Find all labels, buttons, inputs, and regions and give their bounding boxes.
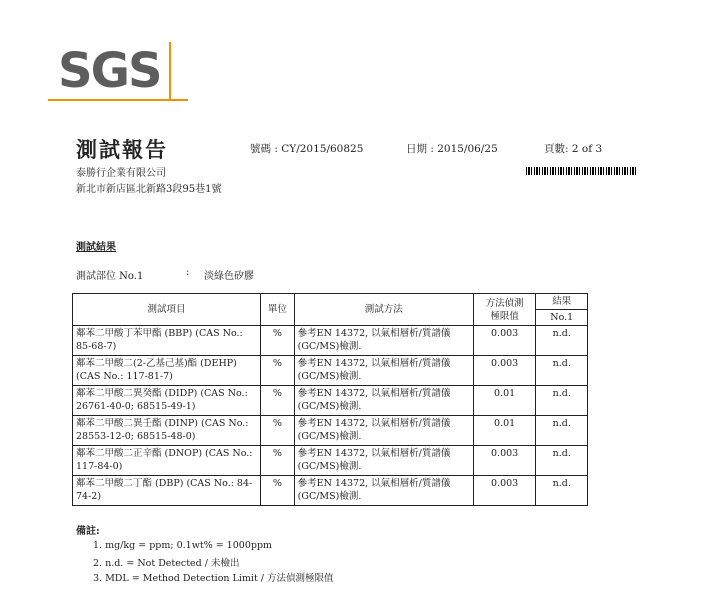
table-row [73,386,588,416]
table-row [73,356,588,386]
notes-title: 備註: [76,526,100,537]
test-part-colon: : [186,267,190,278]
row-mdl: 0.01 [473,386,536,416]
logo-accent-divider [169,42,171,100]
logo-text: SGS [58,43,161,99]
header-mdl [473,294,536,326]
row-result: n.d. [536,476,588,506]
table-row [73,446,588,476]
report-date-label: 日期 : [406,143,434,155]
row-unit: % [261,416,295,446]
row-result: n.d. [536,416,588,446]
page-title: 測試報告 [76,137,168,162]
header-test-item: 測試項目 [73,294,261,326]
row-mdl: 0.01 [473,416,536,446]
row-item: 鄰苯二甲酸二丁酯 (DBP) (CAS No.: 84-74-2) [73,476,261,506]
company-address: 新北市新店區北新路3段95巷1號 [76,184,222,195]
page-count-label: 頁數: [544,143,569,155]
header-result-sample: No.1 [536,310,588,326]
page-count-value: 2 of 3 [571,143,603,155]
row-unit: % [261,476,295,506]
report-number-value: CY/2015/60825 [281,143,364,155]
company-name: 泰勝行企業有限公司 [76,168,166,179]
row-mdl: 0.003 [473,476,536,506]
row-item: 鄰苯二甲酸二(2-乙基己基)酯 (DEHP) (CAS No.: 117-81-7) [73,356,261,386]
row-method: 參考EN 14372, 以氣相層析/質譜儀(GC/MS)檢測. [294,416,473,446]
row-unit: % [261,356,295,386]
row-method: 參考EN 14372, 以氣相層析/質譜儀(GC/MS)檢測. [294,386,473,416]
row-mdl: 0.003 [473,446,536,476]
row-unit: % [261,386,295,416]
row-result: n.d. [536,326,588,356]
row-result: n.d. [536,386,588,416]
report-number [250,141,363,156]
row-mdl: 0.003 [473,326,536,356]
row-result: n.d. [536,356,588,386]
row-method: 參考EN 14372, 以氣相層析/質譜儀(GC/MS)檢測. [294,476,473,506]
row-item: 鄰苯二甲酸二正辛酯 (DNOP) (CAS No.: 117-84-0) [73,446,261,476]
row-item: 鄰苯二甲酸二異壬酯 (DINP) (CAS No.: 28553-12-0; 68515-48-0) [73,416,261,446]
report-date [406,141,498,156]
row-method: 參考EN 14372, 以氣相層析/質譜儀(GC/MS)檢測. [294,446,473,476]
table-row [73,476,588,506]
header-mdl-line1: 方法偵測 [485,297,524,309]
page-count [544,141,602,156]
table-header-row [73,294,588,310]
report-date-value: 2015/06/25 [437,143,498,155]
results-table [72,293,588,506]
row-item: 鄰苯二甲酸丁苯甲酯 (BBP) (CAS No.: 85-68-7) [73,326,261,356]
row-result: n.d. [536,446,588,476]
table-row [73,326,588,356]
test-part-value: 淡綠色矽膠 [204,271,254,282]
barcode [526,167,636,175]
report-number-label: 號碼 : [250,143,278,155]
note-item: 3. MDL = Method Detection Limit / 方法偵測極限值 [93,573,334,584]
note-item: 1. mg/kg = ppm; 0.1wt% = 1000ppm [93,540,273,551]
section-title: 測試結果 [76,242,116,253]
row-method: 參考EN 14372, 以氣相層析/質譜儀(GC/MS)檢測. [294,326,473,356]
table-row [73,416,588,446]
header-test-method: 測試方法 [294,294,473,326]
note-item: 2. n.d. = Not Detected / 未檢出 [93,558,240,569]
header-unit: 單位 [261,294,295,326]
row-unit: % [261,446,295,476]
row-method: 參考EN 14372, 以氣相層析/質譜儀(GC/MS)檢測. [294,356,473,386]
row-unit: % [261,326,295,356]
sgs-logo [58,42,188,100]
row-item: 鄰苯二甲酸二異癸酯 (DIDP) (CAS No.: 26761-40-0; 68515-49-1) [73,386,261,416]
row-mdl: 0.003 [473,356,536,386]
test-part-label: 測試部位 No.1 [76,271,144,282]
header-mdl-line2: 極限值 [490,310,519,322]
header-result: 結果 [536,294,588,310]
logo-accent-bar [48,99,188,101]
